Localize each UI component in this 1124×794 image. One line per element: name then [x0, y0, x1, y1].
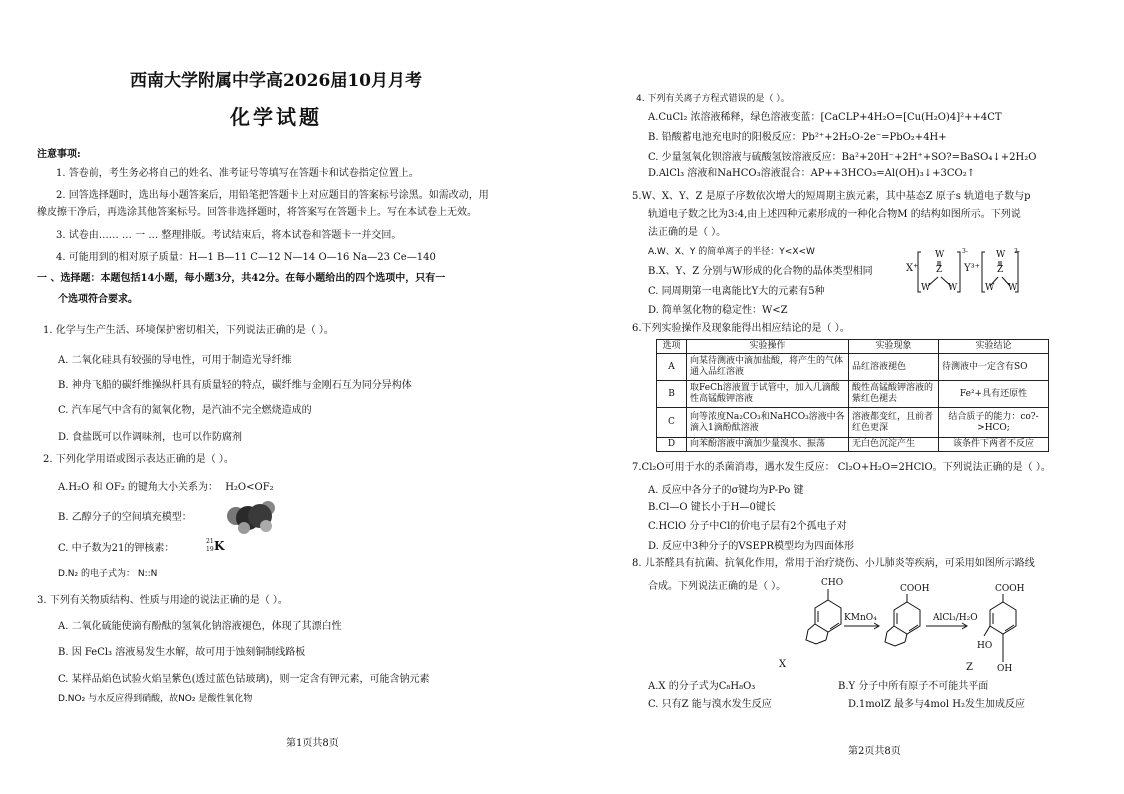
phenomenon-cell: 溶液都变红，且前者红色更深	[849, 408, 939, 438]
option-a-text: A.H₂O 和 OF₂ 的键角大小关系为：	[58, 482, 219, 493]
page-1-footer: 第1页共8页	[286, 738, 339, 749]
option-cell: C	[657, 408, 687, 438]
operation-cell: 向等浓度Na₂CO₃和NaHCO₃溶液中各滴入1滴酚酞溶液	[687, 408, 849, 438]
cation-label: X⁺	[906, 263, 919, 274]
table-row	[657, 438, 1049, 452]
notice-line: 3. 试卷由…… … 一 … 整理排版。考试结束后，将本试卷和答题卡一并交回。	[56, 230, 402, 241]
nitrogen-electron-formula: N::N	[137, 569, 158, 579]
notice-heading: 注意事项:	[37, 149, 81, 160]
question-7-option-b: B.Cl—O 键长小于H—0键长	[648, 502, 776, 513]
cooh-label: COOH	[900, 584, 930, 594]
operation-cell: 取FeCh溶液置于试管中，加入几滴酸性高锰酸钾溶液	[687, 381, 849, 408]
atom-z-2: Z	[997, 265, 1004, 275]
reagent-kmno4: KMnO₄	[844, 613, 877, 623]
charge-label-2: 3-	[1014, 248, 1020, 255]
ethanol-space-filling-model	[222, 496, 282, 534]
phenomenon-cell: 酸性高锰酸钾溶液的紫红色褪去	[849, 381, 939, 408]
question-8-option-d: D.1molZ 最多与4mol H₂发生加成反应	[848, 699, 1026, 710]
question-4-stem: 4. 下列有关离子方程式错误的是（ ）。	[636, 94, 790, 104]
notice-line: 4. 可能用到的相对原子质量：H—1 B—11 C—12 N—14 O—16 Na—23 Ce—140	[56, 252, 436, 263]
question-2-option-c: C. 中子数为21的钾核素：	[58, 543, 175, 554]
question-5-stem-line: 轨道电子数之比为3:4,由上述四种元素形成的一种化合物M 的结构如图所示。下列说	[648, 209, 1021, 220]
reagent-alcl3: AlCl₃/H₂O	[933, 613, 978, 623]
atom-z-1: Z	[936, 265, 943, 275]
conclusion-cell: Fe²+具有还原性	[939, 381, 1049, 408]
synthesis-scheme	[770, 578, 1060, 676]
atom-w-right-1: W	[948, 283, 958, 293]
notice-line: 2. 回答选择题时，选出每小题答案后，用铅笔把答题卡上对应题目的答案标号涂黑。如需改动，用	[56, 190, 489, 201]
cho-label: CHO	[821, 578, 844, 588]
question-8-stem-cont: 合成。下列说法正确的是（ ）。	[648, 581, 787, 592]
question-3-option-d: D.NO₂ 与水反应得到硝酸，故NO₂ 是酸性氧化物	[58, 694, 253, 704]
question-1-option-a: A. 二氧化硅具有较强的导电性，可用于制造光导纤维	[58, 355, 292, 366]
question-5-stem-line: 5.W、X、Y、Z 是原子序数依次增大的短周期主族元素，其中基态Z 原子s 轨道电子数与p	[632, 191, 1031, 202]
question-2-option-a	[58, 481, 274, 494]
question-7-option-a: A. 反应中各分子的σ键均为P-Po 键	[648, 485, 804, 496]
atom-w-top-2: W	[996, 250, 1006, 260]
option-cell: D	[657, 438, 687, 452]
option-cell: A	[657, 354, 687, 381]
conclusion-cell: 结合质子的能力：co?->HCO;	[939, 408, 1049, 438]
table-row	[657, 354, 1049, 381]
question-7-option-c: C.HClO 分子中Cl的价电子层有2个孤电子对	[648, 521, 847, 532]
question-8-option-b: B.Y 分子中所有原子不可能共平面	[838, 681, 989, 692]
charge-label-1: 3-	[962, 248, 968, 255]
table-header-cell: 实验现象	[849, 340, 939, 354]
question-5-stem-line: 法正确的是（ ）。	[648, 227, 727, 238]
question-6-stem: 6.下列实验操作及现象能得出相应结论的是（ ）。	[632, 323, 850, 334]
experiment-table	[656, 339, 1049, 452]
question-1-option-d: D. 食盐既可以作调味剂，也可以作防腐剂	[58, 432, 243, 443]
compound-x-label: X	[779, 659, 787, 670]
conclusion-cell: 该条件下两者不反应	[939, 438, 1049, 452]
cooh-label: COOH	[995, 584, 1025, 594]
oh-label: OH	[997, 664, 1013, 674]
question-4-option-d: D.AlCl₃ 溶液和NaHCO₃溶液混合：AP++3HCO₃=Al(OH)₃↓+3CO₂↑	[648, 168, 976, 179]
question-5-option-b: B.X、Y、Z 分别与W形成的化合物的晶体类型相同	[648, 266, 873, 277]
mass-number: 21	[206, 538, 214, 545]
conclusion-cell: 待测液中一定含有SO	[939, 354, 1049, 381]
reaction-scheme-drawing	[770, 578, 1060, 676]
table-header-cell: 实验结论	[939, 340, 1049, 354]
option-cell: B	[657, 381, 687, 408]
question-7-stem: 7.Cl₂O可用于水的杀菌消毒，遇水发生反应： Cl₂O+H₂O=2HClO。下列说法正确的是（ ）。	[632, 462, 1051, 473]
operation-cell: 向苯酚溶液中滴加少量溴水、振荡	[687, 438, 849, 452]
compound-m-structure	[900, 248, 1020, 296]
table-row	[657, 408, 1049, 438]
table-header-cell: 选项	[657, 340, 687, 354]
question-5-option-a: A.W、X、Y 的简单离子的半径：Y<X<W	[648, 247, 815, 257]
atom-w-top-1: W	[935, 250, 945, 260]
element-symbol: K	[214, 539, 225, 553]
question-4-option-c: C. 少量氢氧化钡溶液与硫酸氢铵溶液反应：Ba²+20H⁻+2H⁺+SO?=BaSO₄↓+2H₂O	[648, 152, 1037, 163]
operation-cell: 向某待测液中滴加盐酸，将产生的气体通入品红溶液	[687, 354, 849, 381]
question-3-option-b: B. 因 FeCl₃ 溶液易发生水解，故可用于蚀刻铜制线路板	[58, 647, 306, 658]
question-1-option-b: B. 神舟飞船的碳纤维操纵杆具有质量轻的特点，碳纤维与金刚石互为同分异构体	[58, 380, 412, 391]
question-3-stem: 3. 下列有关物质结构、性质与用途的说法正确的是（ ）。	[37, 595, 288, 606]
table-header-cell: 实验操作	[687, 340, 849, 354]
question-3-option-a: A. 二氧化硫能使滴有酚酞的氢氧化钠溶液褪色，体现了其漂白性	[58, 621, 342, 632]
table-row	[657, 381, 1049, 408]
atom-w-left-2: W	[985, 283, 995, 293]
question-2-option-d	[58, 568, 157, 581]
notice-line: 1. 答卷前，考生务必将自己的姓名、准考证号等填写在答题卡和试卷指定位置上。	[56, 168, 419, 179]
question-1-stem: 1. 化学与生产生活、环境保护密切相关，下列说法正确的是（ ）。	[43, 325, 334, 336]
question-3-option-c: C. 某样品焰色试验火焰呈紫色(透过蓝色钴玻璃)，则一定含有钾元素，可能含钠元素	[58, 674, 430, 685]
exam-subject: 化学试题	[230, 105, 322, 129]
question-5-option-d: D. 简单氢化物的稳定性：W<Z	[648, 305, 788, 316]
page-2-footer: 第2页共8页	[848, 746, 901, 757]
center-ion-label: Y³⁺	[964, 263, 980, 274]
question-1-option-c: C. 汽车尾气中含有的氮氧化物，是汽油不完全燃烧造成的	[58, 405, 312, 416]
phenomenon-cell: 无白色沉淀产生	[849, 438, 939, 452]
ho-label: HO	[977, 641, 993, 651]
section-title: 一 、选择题：本题包括14小题，每小题3分，共42分。在每小题给出的四个选项中，只有一	[37, 273, 446, 284]
question-5-option-c: C. 同周期第一电离能比Y大的元素有5种	[648, 286, 825, 297]
question-2-stem: 2. 下列化学用语或图示表达正确的是（ ）。	[43, 454, 234, 465]
potassium-nuclide	[206, 538, 230, 556]
section-title-cont: 个选项符合要求。	[58, 294, 138, 305]
bond-angle-relation: H₂O<OF₂	[225, 482, 274, 493]
phenomenon-cell: 品红溶液褪色	[849, 354, 939, 381]
question-7-option-d: D. 反应中3种分子的VSEPR模型均为四面体形	[648, 541, 855, 552]
question-8-stem: 8. 儿茶醛具有抗菌、抗氧化作用，常用于治疗烧伤、小儿肺炎等疾病，可采用如图所示路线	[632, 558, 1035, 569]
compound-z-label: Z	[966, 662, 973, 673]
atom-w-right-2: W	[1008, 283, 1018, 293]
question-8-option-a: A.X 的分子式为C₈H₈O₃	[648, 681, 756, 692]
exam-title: 西南大学附属中学高2026届10月月考	[130, 71, 422, 91]
question-4-option-a: A.CuCl₂ 浓溶液稀释，绿色溶液变蓝：[CaCLP+4H₂O=[Cu(H₂O)4]²++4CT	[648, 112, 1002, 123]
notice-line: 橡皮擦干净后，再选涂其他答案标号。回答非选择题时，将答案写在答题卡上。写在本试卷上无效。	[37, 207, 477, 218]
table-header-row	[657, 340, 1049, 354]
option-d-text: D.N₂ 的电子式为：	[58, 569, 135, 579]
atomic-number: 19	[206, 546, 214, 553]
question-8-option-c: C. 只有Z 能与溴水发生反应	[648, 699, 772, 710]
atom-w-left-1: W	[921, 283, 931, 293]
question-4-option-b: B. 铅酸蓄电池充电时的阳极反应：Pb²⁺+2H₂O-2e⁻=PbO₂+4H+	[648, 132, 947, 143]
question-2-option-b: B. 乙醇分子的空间填充模型：	[58, 512, 192, 523]
